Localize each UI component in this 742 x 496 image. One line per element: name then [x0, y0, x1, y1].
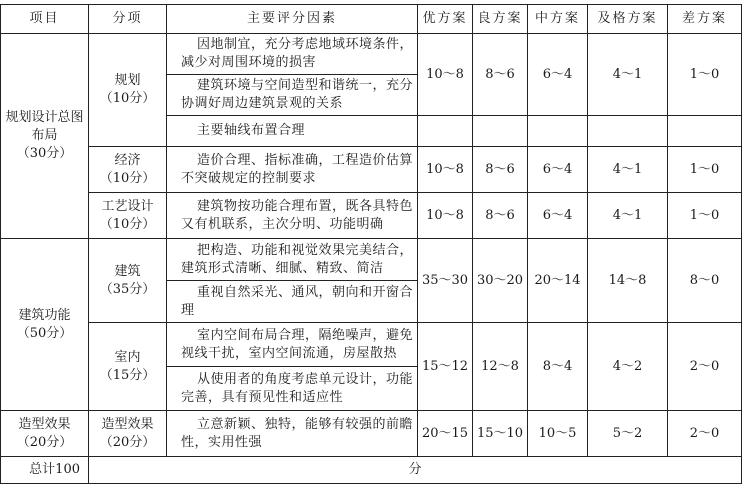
score-medium: 6～4 — [528, 193, 588, 239]
header-subitem: 分项 — [89, 5, 167, 34]
subitem-score: （10分） — [99, 170, 156, 186]
score-excellent: 10～8 — [418, 34, 473, 116]
score-good: 8～6 — [473, 34, 528, 116]
score-poor: 2～0 — [668, 411, 742, 457]
score-pass: 14～8 — [588, 239, 668, 323]
subitem-cell — [89, 239, 167, 323]
project-name: 规划设计总图布局 — [5, 110, 84, 143]
subitem-cell — [89, 323, 167, 411]
score-pass: 4～1 — [588, 193, 668, 239]
subitem-score: （10分） — [99, 91, 156, 106]
subitem-name: 室内 — [114, 349, 141, 365]
empty-cell — [588, 116, 668, 147]
criterion: 从使用者的角度考虑单元设计，功能完善，具有预见性和适应性 — [167, 367, 418, 411]
subitem-score: （35分） — [99, 281, 156, 297]
criterion: 室内空间布局合理，隔绝噪声，避免视线干扰，室内空间流通，房屋散热 — [167, 323, 418, 367]
subitem-cell — [89, 193, 167, 239]
score-excellent: 10～8 — [418, 193, 473, 239]
score-good: 12～8 — [473, 323, 528, 411]
score-medium: 6～4 — [528, 34, 588, 116]
score-good: 8～6 — [473, 147, 528, 193]
project-name: 建筑功能 — [18, 307, 71, 323]
header-project: 项目 — [1, 5, 89, 34]
criterion: 建筑环境与空间造型和谐统一，充分协调好周边建筑景观的关系 — [167, 75, 418, 116]
criterion: 把构造、功能和视觉效果完美结合，建筑形式清晰、细腻、精致、简洁 — [167, 239, 418, 281]
project-score: （20分） — [16, 434, 73, 450]
header-poor: 差方案 — [668, 5, 742, 34]
scoring-table — [0, 4, 742, 484]
score-pass: 4～1 — [588, 34, 668, 116]
score-medium: 6～4 — [528, 147, 588, 193]
score-excellent: 35～30 — [418, 239, 473, 323]
criterion: 主要轴线布置合理 — [167, 116, 418, 147]
score-pass: 5～2 — [588, 411, 668, 457]
criterion: 建筑物按功能合理布置，既各具特色又有机联系，主次分明、功能明确 — [167, 193, 418, 239]
subitem-cell — [89, 411, 167, 457]
score-poor: 1～0 — [668, 193, 742, 239]
score-good: 15～10 — [473, 411, 528, 457]
score-excellent: 20～15 — [418, 411, 473, 457]
criterion: 立意新颖、独特，能够有较强的前瞻性，实用性强 — [167, 411, 418, 457]
header-good: 良方案 — [473, 5, 528, 34]
score-medium: 8～4 — [528, 323, 588, 411]
subitem-name: 经济 — [114, 152, 141, 168]
header-medium: 中方案 — [528, 5, 588, 34]
score-poor: 1～0 — [668, 34, 742, 116]
header-pass: 及格方案 — [588, 5, 668, 34]
total-unit: 分 — [89, 457, 742, 484]
table-row — [1, 34, 742, 75]
score-poor: 8～0 — [668, 239, 742, 323]
project-score: （50分） — [16, 325, 73, 341]
criterion: 重视自然采光、通风，朝向和开窗合理 — [167, 281, 418, 323]
subitem-cell — [89, 34, 167, 147]
subitem-name: 建筑 — [114, 263, 141, 279]
score-good: 8～6 — [473, 193, 528, 239]
total-row — [1, 457, 742, 484]
header-row — [1, 5, 742, 34]
score-medium: 20～14 — [528, 239, 588, 323]
score-poor: 1～0 — [668, 147, 742, 193]
subitem-name: 造型效果 — [101, 416, 154, 432]
project-cell — [1, 34, 89, 239]
table-row — [1, 323, 742, 367]
header-factors: 主要评分因素 — [167, 5, 418, 34]
table-row — [1, 411, 742, 457]
criterion: 因地制宜，充分考虑地域环境条件，减少对周围环境的损害 — [167, 34, 418, 75]
score-medium: 10～5 — [528, 411, 588, 457]
empty-cell — [528, 116, 588, 147]
project-score: （30分） — [16, 146, 73, 161]
score-pass: 4～1 — [588, 147, 668, 193]
subitem-score: （15分） — [99, 367, 156, 383]
score-poor: 2～0 — [668, 323, 742, 411]
table-row — [1, 147, 742, 193]
project-name: 造型效果 — [18, 416, 71, 432]
total-label: 总计100 — [1, 457, 89, 484]
header-excellent: 优方案 — [418, 5, 473, 34]
project-cell — [1, 411, 89, 457]
criterion: 造价合理、指标准确，工程造价估算不突破规定的控制要求 — [167, 147, 418, 193]
table-row — [1, 239, 742, 281]
subitem-name: 工艺设计 — [101, 198, 154, 214]
subitem-cell — [89, 147, 167, 193]
score-excellent: 10～8 — [418, 147, 473, 193]
score-excellent: 15～12 — [418, 323, 473, 411]
project-cell — [1, 239, 89, 411]
table-row — [1, 193, 742, 239]
empty-cell — [418, 116, 473, 147]
subitem-score: （20分） — [99, 434, 156, 450]
subitem-name: 规划 — [114, 73, 141, 88]
empty-cell — [668, 116, 742, 147]
score-good: 30～20 — [473, 239, 528, 323]
score-pass: 4～2 — [588, 323, 668, 411]
subitem-score: （10分） — [99, 216, 156, 232]
empty-cell — [473, 116, 528, 147]
